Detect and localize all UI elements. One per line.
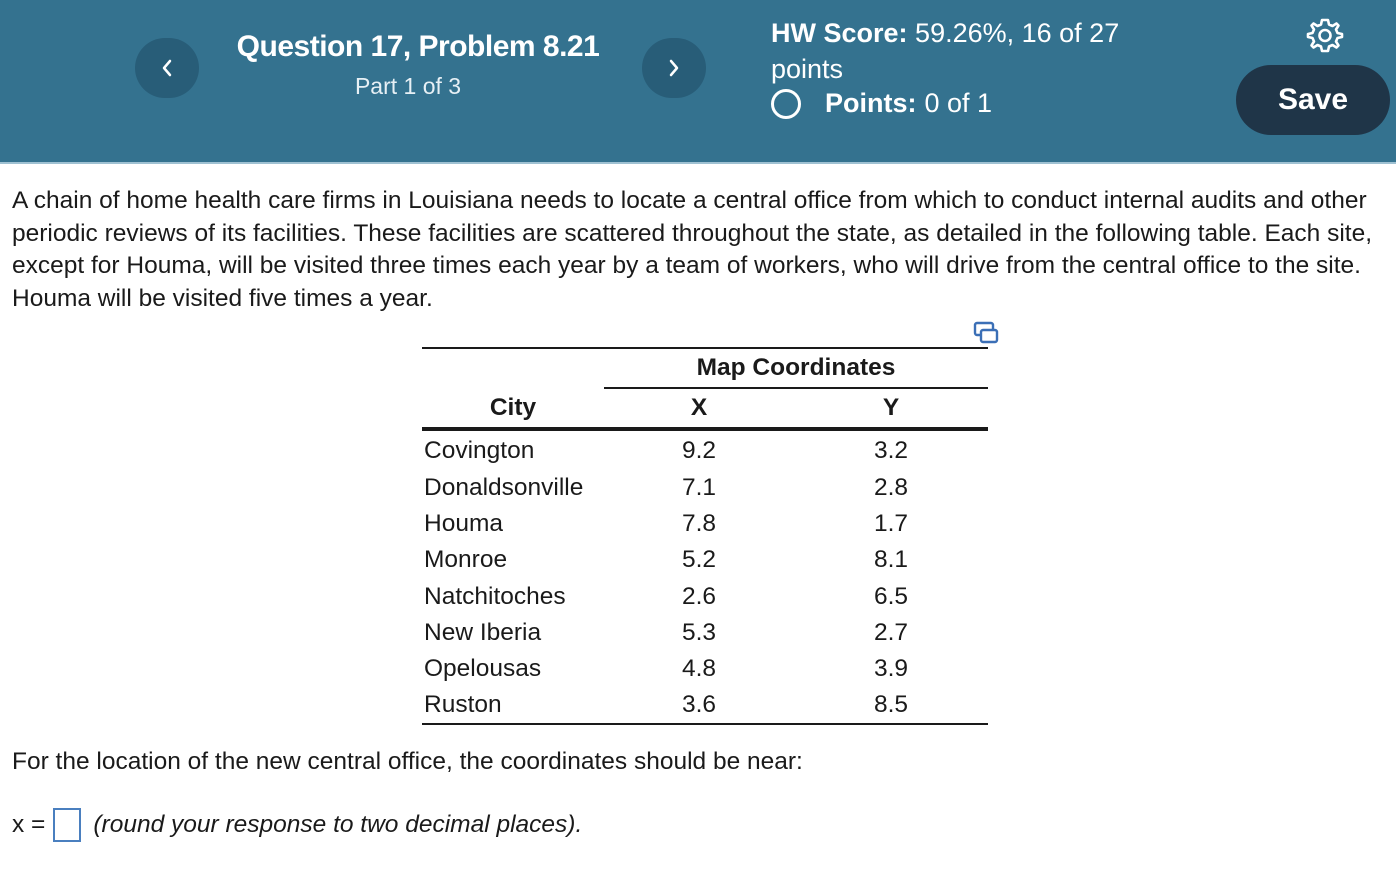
copy-table-icon[interactable] [973, 321, 999, 345]
table-row [422, 687, 988, 724]
x-column-header: X [604, 388, 794, 429]
question-title: Question 17, Problem 8.21 [236, 30, 600, 63]
x-answer-input[interactable] [53, 808, 81, 842]
points-value: 0 of 1 [924, 88, 993, 118]
table-row [422, 579, 988, 615]
x-cell: 3.6 [604, 687, 794, 724]
table-row [422, 470, 988, 506]
city-cell: Donaldsonville [424, 474, 584, 502]
map-coordinates-header: Map Coordinates [604, 348, 988, 388]
y-cell: 8.1 [873, 546, 909, 574]
rounding-hint: (round your response to two decimal places). [93, 811, 583, 838]
x-cell: 2.6 [681, 582, 717, 610]
coordinates-table-wrapper [422, 347, 988, 725]
table-row [422, 651, 988, 687]
x-cell: 7.1 [681, 474, 717, 502]
table-row [422, 542, 988, 578]
question-prompt: For the location of the new central office, the coordinates should be near: [12, 748, 803, 775]
table-corner [422, 348, 604, 388]
x-cell: 5.2 [681, 546, 717, 574]
chevron-left-icon [160, 58, 174, 78]
table-row [422, 615, 988, 651]
y-cell: 1.7 [873, 510, 909, 538]
x-cell: 5.3 [681, 618, 717, 646]
city-cell: New Iberia [424, 618, 542, 646]
chevron-right-icon [667, 58, 681, 78]
save-button[interactable]: Save [1236, 65, 1390, 135]
city-cell: Ruston [422, 687, 604, 724]
hw-score [771, 15, 1171, 87]
table-row [422, 429, 988, 470]
y-cell: 6.5 [873, 582, 909, 610]
table-row [422, 506, 988, 542]
y-cell: 2.7 [873, 618, 909, 646]
answer-row [12, 808, 582, 842]
x-cell: 4.8 [681, 655, 717, 683]
y-column-header: Y [794, 388, 988, 429]
hw-score-label: HW Score: [771, 18, 908, 48]
y-cell: 2.8 [873, 474, 909, 502]
next-question-button[interactable] [642, 38, 706, 98]
y-cell: 3.9 [873, 655, 909, 683]
city-column-header: City [422, 388, 604, 429]
points-status [771, 88, 992, 119]
coordinates-table [422, 347, 988, 725]
part-indicator: Part 1 of 3 [354, 73, 462, 99]
header-bar [0, 0, 1396, 164]
points-label: Points: [825, 88, 917, 118]
hw-score-value: 59.26%, 16 of 27 points [771, 18, 1120, 84]
x-cell: 7.8 [681, 510, 717, 538]
city-cell: Natchitoches [424, 582, 566, 610]
city-cell: Monroe [424, 546, 508, 574]
city-cell: Opelousas [424, 655, 542, 683]
y-cell: 3.2 [873, 436, 909, 464]
y-cell: 8.5 [794, 687, 988, 724]
status-circle-icon [771, 89, 801, 119]
problem-text: A chain of home health care firms in Louisiana needs to locate a central office from which to conduct internal audits and other periodic reviews of its facilities. These facilities are scattered throughout the state, as detailed in the following table. Each site, except for Houma, will be visited three times each year by a team of workers, who will drive from the central office to the site. Houma will be visited five times a year. [12, 187, 1373, 312]
city-cell: Houma [424, 510, 503, 538]
previous-question-button[interactable] [135, 38, 199, 98]
gear-icon[interactable] [1306, 16, 1344, 54]
x-variable-label: x = [12, 811, 46, 838]
city-cell: Covington [424, 436, 535, 464]
x-cell: 9.2 [681, 436, 717, 464]
